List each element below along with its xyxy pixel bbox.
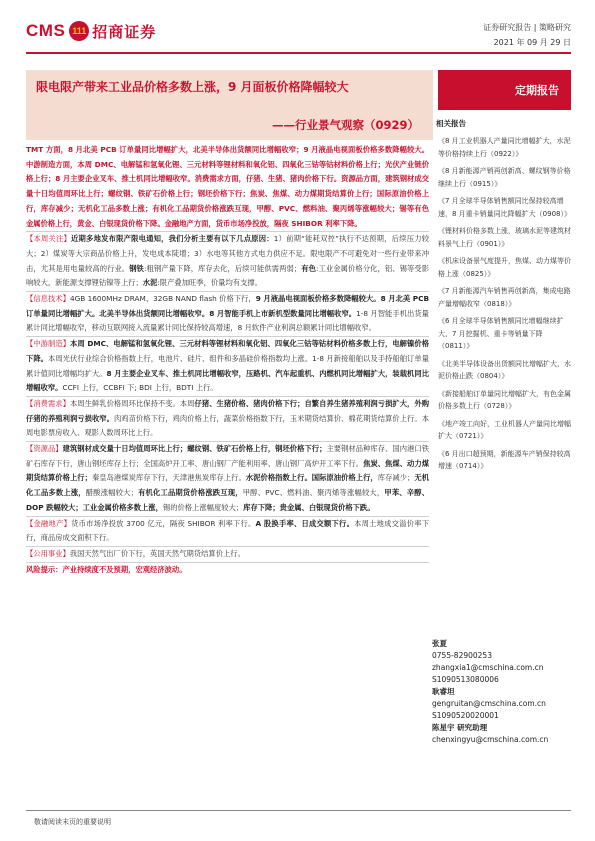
related-report-link[interactable]: 《6 月全球半导体销售额同比增幅继续扩大，7 月挖掘机、重卡等销量下降（0811）》 (438, 317, 564, 350)
section-text: 秦皇岛港煤炭库存下行，天津港焦炭库存上行。 (91, 473, 246, 483)
section-highlight: 有机化工品期货价格涨跌互现， (137, 488, 243, 498)
section-highlight: 水泥价格指数上行。国际原油价格上行， (245, 473, 378, 483)
section-text: 醋酸涨幅较大； (85, 488, 138, 498)
logo-emblem-icon (69, 21, 89, 41)
risk-note: 风险提示：产业持续度不及预期，宏观经济波动。 (26, 564, 187, 574)
section-tag: 【金融地产】 (26, 518, 72, 528)
analyst-info (432, 638, 571, 746)
page-title: 限电限产带来工业品价格多数上涨，9 月面板价格降幅较大 (36, 80, 349, 94)
section-text: :限产叠加旺季，价量均有支撑。 (157, 278, 262, 288)
report-body (26, 143, 429, 577)
keyword-nonferrous: 有色 (301, 263, 316, 273)
related-report-link[interactable]: 《8 月新能源产销再创新高、螺纹钢等价格继续上行（0915）》 (438, 167, 571, 188)
section-resources (26, 442, 429, 517)
section-consumption (26, 397, 429, 442)
section-text: 1-8 月智能手机出货量累计同比增幅收窄，移动互联网接入流量累计同比保持较高增速，8 月软件产业利润总额累计同比增幅收窄。 (26, 308, 429, 333)
section-text: 甲醇、PVC、燃料油、聚丙烯等涨幅较大， (242, 488, 385, 498)
section-highlight: 库存下降；贵金属、白银现货价格下跌。 (243, 502, 375, 512)
section-highlight: 焦炭、焦煤、动力煤期货结算价格上行； (26, 458, 429, 483)
section-tag: 【本周关注】 (26, 234, 72, 244)
analyst-cert: S1090513080006 (432, 675, 499, 684)
report-category: 证券研究报告 | 策略研究 (483, 23, 571, 32)
section-highlight: 建筑钢材成交量十日均值周环比上行；螺纹钢、铁矿石价格上行，钢坯价格下行； (62, 444, 327, 454)
section-highlight: 9 月液晶电视面板价格多数降幅较大。8 月北美 PCB 订单量同比增幅扩大。北美半导体出货额同比增幅收窄。8 月智能手机上市新机型数量同比增幅收窄。 (26, 294, 430, 318)
section-highlight: 无机化工品多数上涨， (26, 473, 430, 498)
section-tag: 【公用事业】 (26, 548, 70, 558)
analyst-cert: S1090520020001 (432, 711, 499, 720)
footer-note: 敬请阅读末页的重要说明 (34, 818, 111, 826)
related-reports-title: 相关报告 (436, 119, 466, 128)
report-type-label: 定期报告 (515, 84, 559, 97)
section-text: 锡的价格上涨幅度较大； (162, 502, 244, 512)
title-box (26, 70, 433, 140)
section-text: 我国天然气出厂价下行，英国天然气期货结算价上行。 (69, 548, 245, 558)
analyst-phone: 0755-82900253 (432, 651, 492, 660)
related-reports (432, 118, 571, 478)
section-highlight: 仔猪、生猪价格、猪肉价格下行；自繁自养生猪养殖利润亏损扩大，外购仔猪的养殖利润亏损收窄。 (26, 398, 430, 423)
section-tag: 【消费需求】 (26, 398, 70, 408)
report-type-badge (438, 70, 571, 110)
section-finance (26, 517, 429, 547)
section-highlight: A 股换手率、日成交额下行。 (255, 518, 355, 528)
section-highlight: 本周 DMC、电解锰和氢氧化锂、三元材料等锂材料和氧化铝、四氧化三钴等钴材料价格多数上行，电解镍价格下降。 (26, 339, 429, 363)
related-report-link[interactable]: 《地产竣工向好，工业机器人产量同比增幅扩大（0721）》 (438, 419, 571, 440)
section-focus (26, 232, 429, 292)
section-tag: 【资源品】 (26, 444, 63, 454)
section-highlight: 甲苯、辛醇、DOP 跌幅较大；工业金属价格多数上涨， (26, 488, 430, 512)
section-tag: 【信息技术】 (26, 294, 70, 304)
related-report-link[interactable]: 《8 月工业机器人产量同比增幅扩大，水泥等价格持续上行（0922）》 (438, 137, 571, 158)
related-report-link[interactable]: 《机床设备景气度提升，焦煤、动力煤等价格上涨（0825）》 (438, 257, 571, 278)
section-text: 本周土地成交溢价率下行，商品房成交面积下行。 (26, 518, 430, 543)
section-text: 本周生鲜乳价格周环比保持不变。本周 (69, 398, 195, 408)
analyst-email[interactable]: chenxingyu@cmschina.com.cn (432, 735, 549, 744)
logo-emblem-text: 111 (72, 26, 87, 36)
header-meta (483, 20, 571, 50)
section-text: 肉鸡苗价格下行，鸡肉价格上行，蔬菜价格指数下行，玉米期货结算价、棉花期货结算价上行。本周电影票房收入、观影人数周环比上行。 (26, 413, 430, 438)
analyst-name: 张夏 (432, 639, 447, 648)
section-text: 货币市场净投放 3700 亿元，隔夜 SHIBOR 利率下行。 (71, 518, 256, 528)
logo-cms-text: CMS (26, 21, 66, 40)
related-report-link[interactable]: 《6 月出口超预期，新能源车产销保持较高增速（0714）》 (438, 449, 571, 470)
section-text: :工业金属价格分化，铝、锡等受影响较大，新能源支撑锂钴镍等上行； (26, 263, 430, 288)
section-it (26, 292, 429, 337)
keyword-steel: 钢铁 (129, 263, 144, 273)
section-highlight: 8 月主要企业叉车、推土机同比增幅收窄，压路机、汽车起重机、内燃机同比增幅扩大，装载机同比增幅收窄。 (26, 368, 429, 393)
keyword-cement: 水泥 (142, 278, 158, 288)
section-text: 1）前期“能耗双控”执行不达预期，后续压力较大；2）煤炭等大宗商品价格上升，发电成本陡增；3）水电等其他方式电力供应不足。限电限产不可避免对一些行业带来冲击，尤其是用电量较高的行业。 (26, 234, 430, 273)
related-report-link[interactable]: 《新接船舶订单量同比增幅扩大，有色金属价格多数上行（0728）》 (438, 389, 571, 410)
page-subtitle: ——行业景气观察（0929） (271, 118, 419, 132)
section-tag: 【中游制造】 (26, 339, 71, 349)
footer-divider (26, 810, 571, 811)
analyst-name: 耿睿坦 (432, 687, 455, 696)
section-text: 主要钢材品种库存、国内港口铁矿石库存下行，唐山钢坯库存上行；全国高炉开工率、唐山钢厂产能利用率、唐山钢厂高炉开工率下行。 (26, 444, 430, 468)
section-text: 4GB 1600MHz DRAM、32GB NAND flash 价格下行， (69, 294, 256, 304)
related-report-link[interactable]: 《7 月新能源汽车销售再创新高，集成电路产量增幅收窄（0818）》 (438, 287, 571, 308)
section-lead: 近期多地发布限产限电通知，我们分析主要有以下几点原因： (71, 234, 274, 244)
section-text: :粗钢产量下降，库存去化，后续可能供需两弱； (143, 263, 302, 273)
section-utilities (26, 547, 429, 563)
summary-paragraph: TMT 方面，8 月北美 PCB 订单量同比增幅扩大，北美半导体出货额同比增幅收窄；9 月液晶电视面板价格多数降幅较大。中游制造方面，本周 DMC、电解锰和氢氧化锂、三元材料等锂材料和氧化铝、四氧化三钴等钴材料价格上行；光伏产业链价格上行；8 月主要企业叉车、推土机同比增幅收窄。消费需求方面，仔猪、生猪、猪肉价格下行。资源品方面，建筑钢材成交量十日均值周环比上行；螺纹钢、铁矿石价格上行；钢坯价格下行；焦炭、焦煤、动力煤期货结算价上行；国际原油价格上行，库存减少；无机化工品多数上涨；有机化工品期货价格涨跌互现，甲醇、PVC、燃料油、聚丙烯等涨幅较大；锡等有色金属价格上行，黄金、白银现货价格下降。金融地产方面，货币市场净投放，隔夜 SHIBOR 利率下降。 (26, 143, 429, 232)
analyst-email[interactable]: zhangxia1@cmschina.com.cn (432, 663, 544, 672)
related-report-link[interactable]: 《锂材料价格多数上涨，玻璃水泥等建筑材料景气上行（0901）》 (438, 227, 571, 248)
section-manufacturing (26, 337, 429, 397)
logo (26, 18, 156, 44)
analyst-email[interactable]: gengruitan@cmschina.com.cn (432, 699, 546, 708)
analyst-name: 陈星宇 研究助理 (432, 723, 488, 732)
report-date: 2021 年 09 月 29 日 (493, 38, 571, 47)
section-text: 本周光伏行业综合价格指数上行，电池片、硅片、组件和多晶硅价格指数均上涨。1-8 月新接船舶以及手持船舶订单量累计值同比增幅均扩大。 (26, 353, 430, 378)
logo-cn-text: 招商证券 (92, 22, 157, 41)
section-text: 库存减少； (377, 473, 415, 483)
section-text: CCFI 上行，CCBFI 下; BDI 上行，BDTI 上行。 (62, 383, 218, 393)
header-divider (26, 52, 571, 54)
related-report-link[interactable]: 《7 月全球半导体销售额同比保持较高增速，8 月重卡销量同比降幅扩大（0908）》 (438, 197, 571, 218)
related-report-link[interactable]: 《北美半导体设备出货额同比增幅扩大，水泥价格止跌（0804）》 (438, 359, 571, 380)
